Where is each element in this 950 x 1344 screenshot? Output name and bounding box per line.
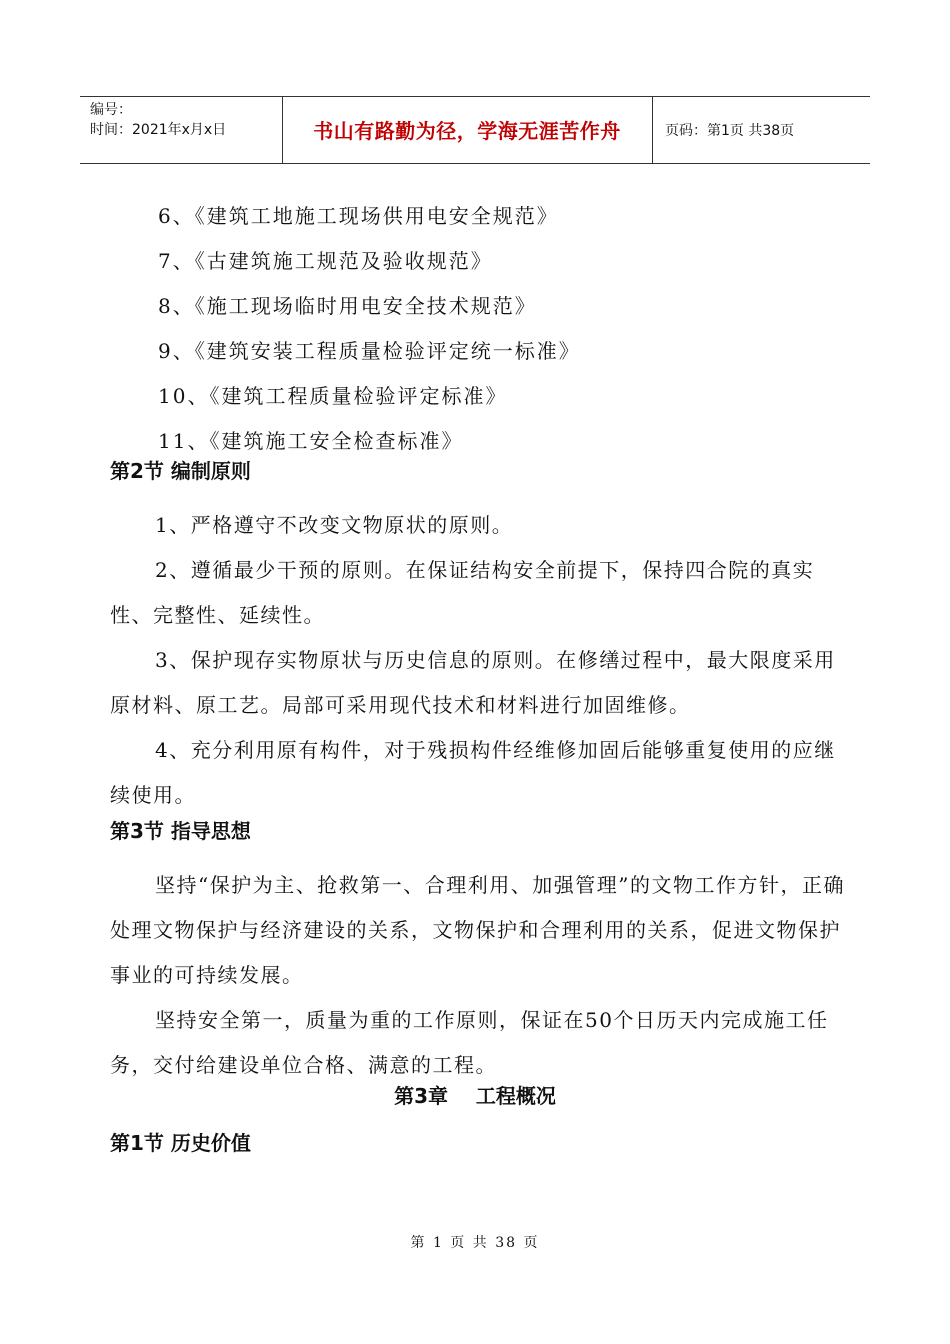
header-divider <box>652 96 653 163</box>
header-bottom-rule <box>80 163 870 164</box>
paragraph: 2、遵循最少干预的原则。在保证结构安全前提下，保持四合院的真实性、完整性、延续性。 <box>110 558 815 627</box>
paragraph: 坚持“保护为主、抢救第一、合理利用、加强管理”的文物工作方针，正确处理文物保护与经济建设的关系，文物保护和合理利用的关系，促进文物保护事业的可持续发展。 <box>110 873 845 987</box>
paragraph: 坚持安全第一，质量为重的工作原则，保证在50个日历天内完成施工任务，交付给建设单位合格、满意的工程。 <box>110 1008 829 1077</box>
header-number-label: 编号： <box>90 102 132 118</box>
reference-item: 6、《建筑工地施工现场供用电安全规范》 <box>158 204 559 228</box>
reference-item: 8、《施工现场临时用电安全技术规范》 <box>158 294 537 318</box>
header-page-info: 页码：第1页 共38页 <box>665 123 795 139</box>
section-heading: 第3节 指导思想 <box>110 819 251 843</box>
header-top-rule <box>80 96 870 97</box>
paragraph: 3、保护现存实物原状与历史信息的原则。在修缮过程中，最大限度采用原材料、原工艺。局部可采用现代技术和材料进行加固维修。 <box>110 648 836 717</box>
paragraph: 1、严格遵守不改变文物原状的原则。 <box>155 513 514 537</box>
page-footer: 第 1 页 共 38 页 <box>410 1235 540 1251</box>
header-meta <box>90 100 226 140</box>
reference-item: 10、《建筑工程质量检验评定标准》 <box>158 384 508 408</box>
reference-item: 11、《建筑施工安全检查标准》 <box>158 429 464 453</box>
paragraph: 4、充分利用原有构件，对于残损构件经维修加固后能够重复使用的应继续使用。 <box>110 738 836 807</box>
header-motto: 书山有路勤为径，学海无涯苦作舟 <box>313 119 621 143</box>
reference-item: 9、《建筑安装工程质量检验评定统一标准》 <box>158 339 581 363</box>
reference-item: 7、《古建筑施工规范及验收规范》 <box>158 249 493 273</box>
section-heading: 第1节 历史价值 <box>110 1131 251 1155</box>
chapter-heading: 第3章 工程概况 <box>394 1084 556 1108</box>
section-heading: 第2节 编制原则 <box>110 459 251 483</box>
header-date: 时间：2021年x月x日 <box>90 122 227 138</box>
